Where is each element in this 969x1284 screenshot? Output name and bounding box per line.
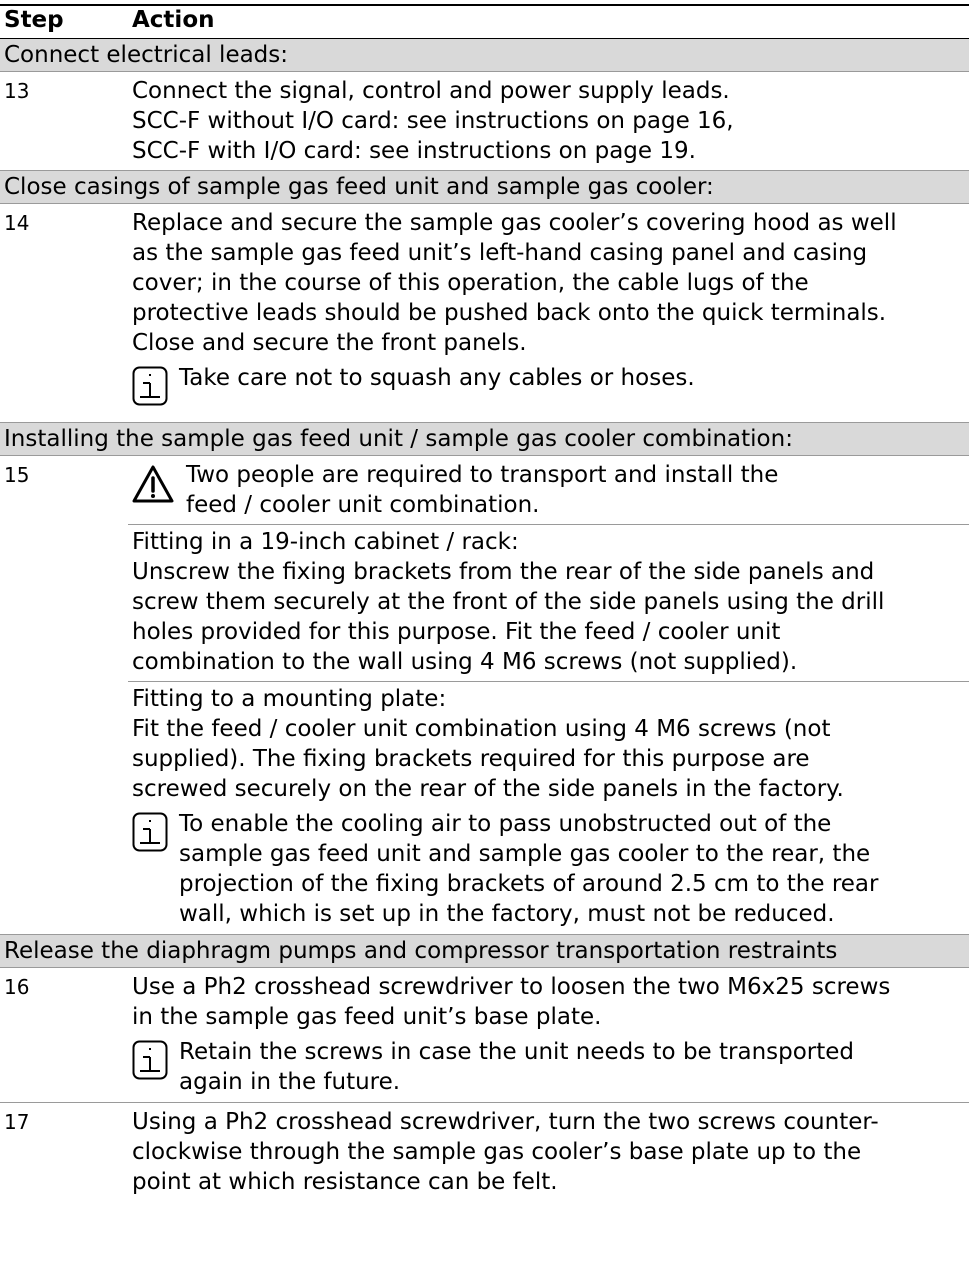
- step-14-line-1: Replace and secure the sample gas cooler’s covering hood as well: [132, 210, 897, 236]
- step-13-line-1: Connect the signal, control and power supply leads.: [132, 78, 730, 104]
- column-header-step: Step: [4, 7, 64, 33]
- section-title: Close casings of sample gas feed unit and sample gas cooler:: [4, 174, 714, 200]
- section-title: Connect electrical leads:: [4, 42, 289, 68]
- plate-line-3: screwed securely on the rear of the side panels in the factory.: [132, 776, 844, 802]
- step-16-line-1: Use a Ph2 crosshead screwdriver to loosen the two M6x25 screws: [132, 974, 891, 1000]
- cabinet-heading: Fitting in a 19-inch cabinet / rack:: [132, 529, 519, 555]
- step-15-note-line-4: wall, which is set up in the factory, must not be reduced.: [179, 901, 835, 927]
- step-15-note-line-2: sample gas feed unit and sample gas cooler to the rear, the: [179, 841, 871, 867]
- info-icon: [132, 366, 168, 406]
- info-icon: [132, 812, 168, 852]
- row-divider: [0, 203, 969, 204]
- step-15-warning-line-1: Two people are required to transport and install the: [186, 462, 779, 488]
- cabinet-line-3: holes provided for this purpose. Fit the feed / cooler unit: [132, 619, 781, 645]
- info-icon: [132, 1040, 168, 1080]
- row-divider: [0, 71, 969, 72]
- column-header-action: Action: [132, 7, 215, 33]
- cabinet-line-1: Unscrew the fixing brackets from the rear of the side panels and: [132, 559, 875, 585]
- step-16-note-line-2: again in the future.: [179, 1069, 401, 1095]
- step-17-line-1: Using a Ph2 crosshead screwdriver, turn the two screws counter-: [132, 1109, 879, 1135]
- row-divider: [128, 524, 969, 525]
- step-14-line-3: cover; in the course of this operation, the cable lugs of the: [132, 270, 809, 296]
- step-15-note-line-1: To enable the cooling air to pass unobstructed out of the: [179, 811, 832, 837]
- section-header-release-restraints: [0, 935, 969, 967]
- row-divider: [0, 455, 969, 456]
- step-number-16: 16: [4, 975, 30, 999]
- step-14-line-5: Close and secure the front panels.: [132, 330, 527, 356]
- step-17-line-3: point at which resistance can be felt.: [132, 1169, 558, 1195]
- step-13-line-2: SCC-F without I/O card: see instructions on page 16,: [132, 108, 734, 134]
- section-header-electrical: [0, 39, 969, 71]
- step-16-note-line-1: Retain the screws in case the unit needs to be transported: [179, 1039, 855, 1065]
- step-number-15: 15: [4, 463, 30, 487]
- plate-line-2: supplied). The fixing brackets required for this purpose are: [132, 746, 810, 772]
- step-17-line-2: clockwise through the sample gas cooler’s base plate up to the: [132, 1139, 862, 1165]
- cabinet-line-4: combination to the wall using 4 M6 screws (not supplied).: [132, 649, 798, 675]
- step-15-warning-line-2: feed / cooler unit combination.: [186, 492, 540, 518]
- plate-heading: Fitting to a mounting plate:: [132, 686, 447, 712]
- step-14-line-2: as the sample gas feed unit’s left-hand casing panel and casing: [132, 240, 868, 266]
- cabinet-line-2: screw them securely at the front of the side panels using the drill: [132, 589, 885, 615]
- row-divider: [0, 967, 969, 968]
- step-13-line-3: SCC-F with I/O card: see instructions on page 19.: [132, 138, 696, 164]
- step-16-line-2: in the sample gas feed unit’s base plate.: [132, 1004, 602, 1030]
- section-header-installing: [0, 423, 969, 455]
- step-number-13: 13: [4, 79, 30, 103]
- section-title: Installing the sample gas feed unit / sample gas cooler combination:: [4, 426, 793, 452]
- warning-triangle-icon: [131, 464, 175, 504]
- step-14-line-4: protective leads should be pushed back onto the quick terminals.: [132, 300, 887, 326]
- step-number-17: 17: [4, 1110, 30, 1134]
- plate-line-1: Fit the feed / cooler unit combination using 4 M6 screws (not: [132, 716, 831, 742]
- row-divider: [0, 1102, 969, 1103]
- step-14-note: Take care not to squash any cables or hoses.: [179, 365, 695, 391]
- row-divider: [128, 681, 969, 682]
- step-15-note-line-3: projection of the fixing brackets of around 2.5 cm to the rear: [179, 871, 879, 897]
- section-title: Release the diaphragm pumps and compressor transportation restraints: [4, 938, 838, 964]
- step-number-14: 14: [4, 211, 30, 235]
- section-header-close-casings: [0, 171, 969, 203]
